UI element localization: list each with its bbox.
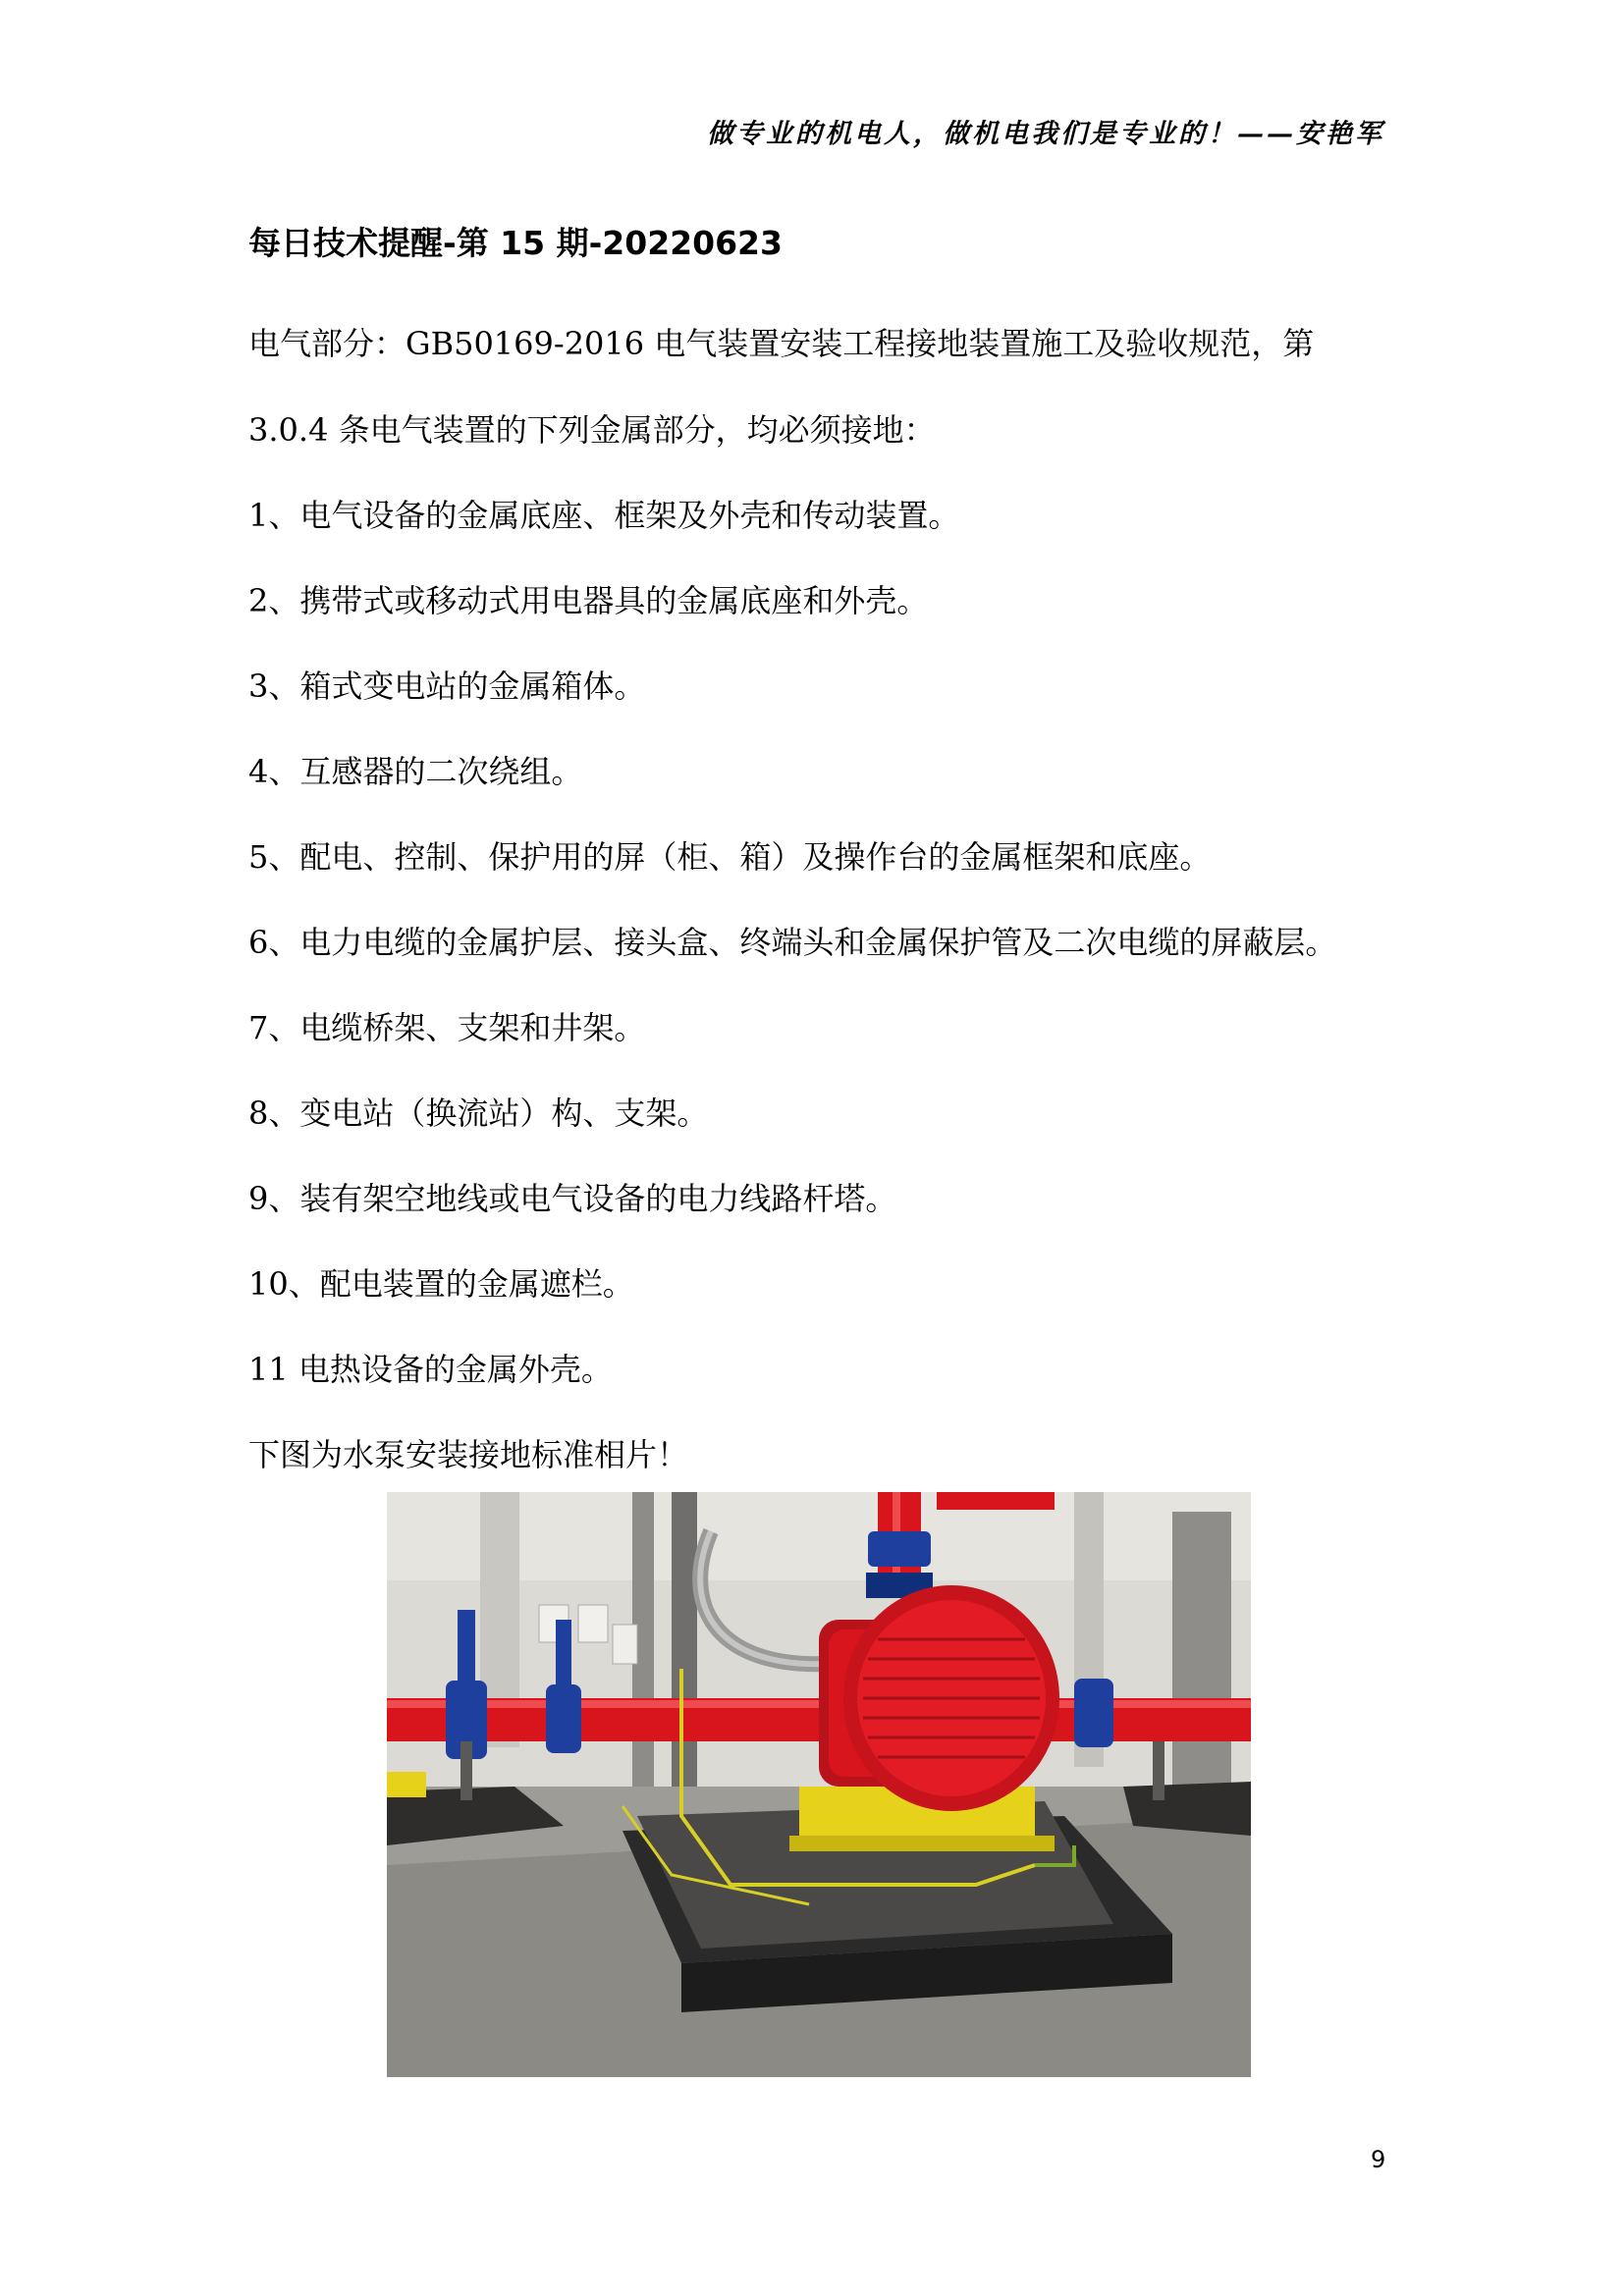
document-title: 每日技术提醒-第 15 期-20220623 [248, 224, 783, 262]
list-item: 8、变电站（换流站）构、支架。 [248, 1095, 709, 1132]
intro-line-2: 3.0.4 条电气装置的下列金属部分，均必须接地： [248, 411, 936, 449]
photo-caption: 下图为水泵安装接地标准相片！ [248, 1436, 689, 1473]
list-item: 6、电力电缆的金属护层、接头盒、终端头和金属保护管及二次电缆的屏蔽层。 [248, 924, 1337, 961]
intro-paragraph [248, 300, 1387, 473]
pump-photo-illustration [387, 1492, 1251, 2077]
page-number: 9 [1371, 2146, 1386, 2173]
list-item: 2、携带式或移动式用电器具的金属底座和外壳。 [248, 582, 929, 619]
list-item: 7、电缆桥架、支架和井架。 [248, 1009, 646, 1046]
water-pump-grounding-photo [387, 1492, 1251, 2077]
list-item: 5、配电、控制、保护用的屏（柜、箱）及操作台的金属框架和底座。 [248, 838, 1212, 876]
list-item: 4、互感器的二次绕组。 [248, 753, 583, 790]
intro-line-1: 电气部分：GB50169-2016 电气装置安装工程接地装置施工及验收规范，第 [248, 325, 1315, 362]
list-item: 9、装有架空地线或电气设备的电力线路杆塔。 [248, 1180, 897, 1217]
grounding-item-list [248, 473, 1387, 1498]
page-header-motto: 做专业的机电人，做机电我们是专业的！——安艳军 [707, 119, 1384, 149]
list-item: 10、配电装置的金属遮栏。 [248, 1265, 634, 1303]
list-item: 1、电气设备的金属底座、框架及外壳和传动装置。 [248, 497, 960, 534]
list-item: 11 电热设备的金属外壳。 [248, 1351, 613, 1388]
list-item: 3、箱式变电站的金属箱体。 [248, 667, 646, 705]
